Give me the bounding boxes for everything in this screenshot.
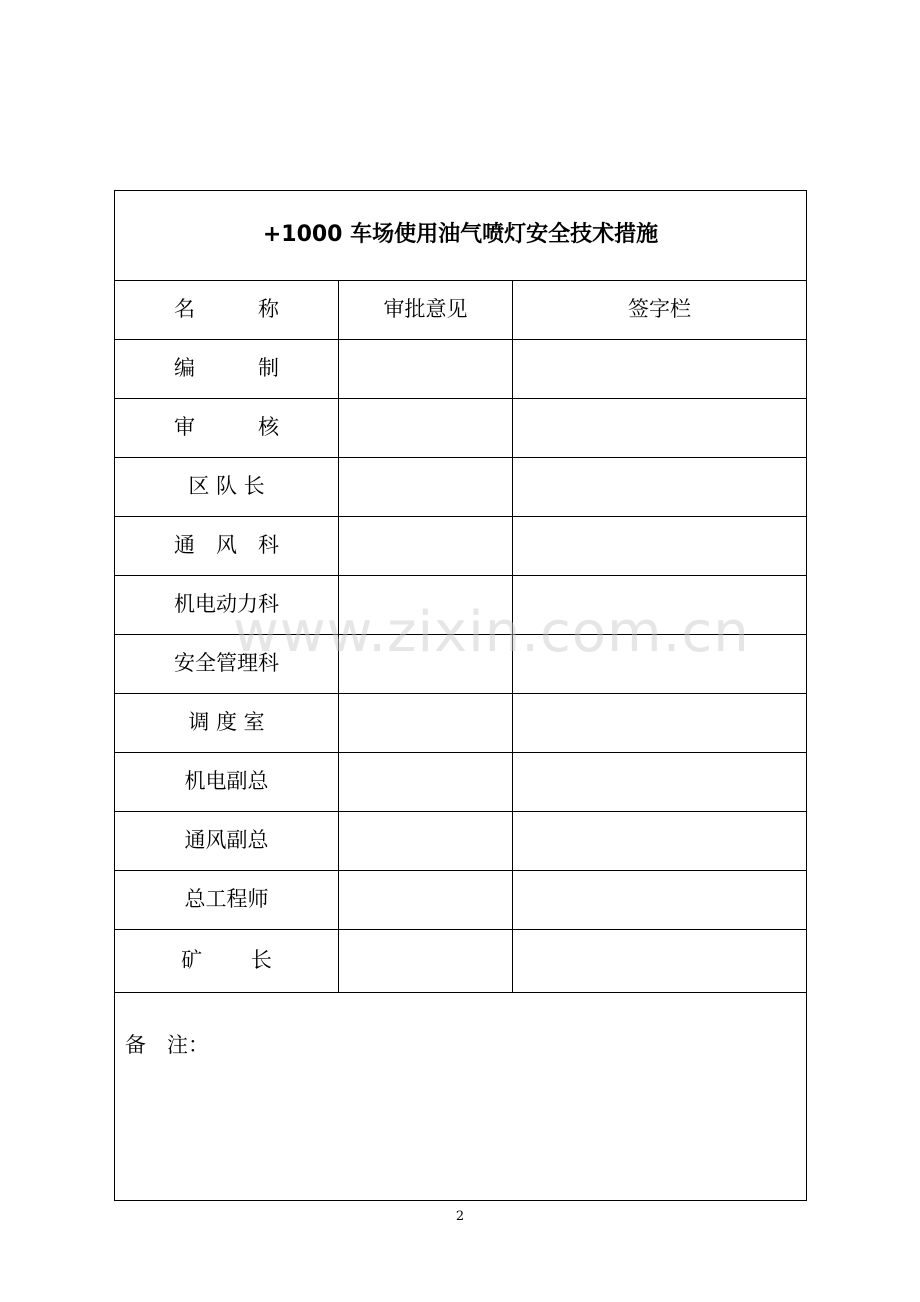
title-row — [115, 191, 807, 281]
remarks-label: 备 注： — [115, 993, 807, 1201]
opinion-cell — [339, 576, 513, 635]
row-label: 安全管理科 — [115, 635, 339, 694]
page-number: 2 — [455, 1209, 465, 1224]
opinion-cell — [339, 458, 513, 517]
approval-table — [114, 190, 807, 1201]
row-label: 通风副总 — [115, 812, 339, 871]
document-title: +1000 车场使用油气喷灯安全技术措施 — [115, 191, 807, 281]
opinion-cell — [339, 399, 513, 458]
table-row — [115, 871, 807, 930]
opinion-cell — [339, 694, 513, 753]
remarks-row — [115, 993, 807, 1201]
table-row — [115, 812, 807, 871]
row-label: 机电副总 — [115, 753, 339, 812]
table-row — [115, 458, 807, 517]
header-signature: 签字栏 — [513, 281, 807, 340]
signature-cell — [513, 871, 807, 930]
header-opinion: 审批意见 — [339, 281, 513, 340]
row-label: 机电动力科 — [115, 576, 339, 635]
row-label: 调 度 室 — [115, 694, 339, 753]
signature-cell — [513, 930, 807, 993]
signature-cell — [513, 517, 807, 576]
signature-cell — [513, 399, 807, 458]
table-row — [115, 340, 807, 399]
table-row — [115, 399, 807, 458]
signature-cell — [513, 635, 807, 694]
table-row — [115, 517, 807, 576]
opinion-cell — [339, 340, 513, 399]
signature-cell — [513, 340, 807, 399]
opinion-cell — [339, 871, 513, 930]
row-label: 通 风 科 — [115, 517, 339, 576]
header-name: 名 称 — [115, 281, 339, 340]
row-label: 编 制 — [115, 340, 339, 399]
table-row — [115, 930, 807, 993]
opinion-cell — [339, 930, 513, 993]
row-label: 矿 长 — [115, 930, 339, 993]
row-label: 区 队 长 — [115, 458, 339, 517]
row-label: 总工程师 — [115, 871, 339, 930]
header-row — [115, 281, 807, 340]
table-row — [115, 694, 807, 753]
opinion-cell — [339, 517, 513, 576]
table-row — [115, 576, 807, 635]
table-row — [115, 753, 807, 812]
row-label: 审 核 — [115, 399, 339, 458]
signature-cell — [513, 812, 807, 871]
watermark: www.zixin.com.cn — [233, 600, 750, 665]
signature-cell — [513, 576, 807, 635]
signature-cell — [513, 458, 807, 517]
signature-cell — [513, 694, 807, 753]
opinion-cell — [339, 812, 513, 871]
table-row — [115, 635, 807, 694]
opinion-cell — [339, 753, 513, 812]
opinion-cell — [339, 635, 513, 694]
signature-cell — [513, 753, 807, 812]
